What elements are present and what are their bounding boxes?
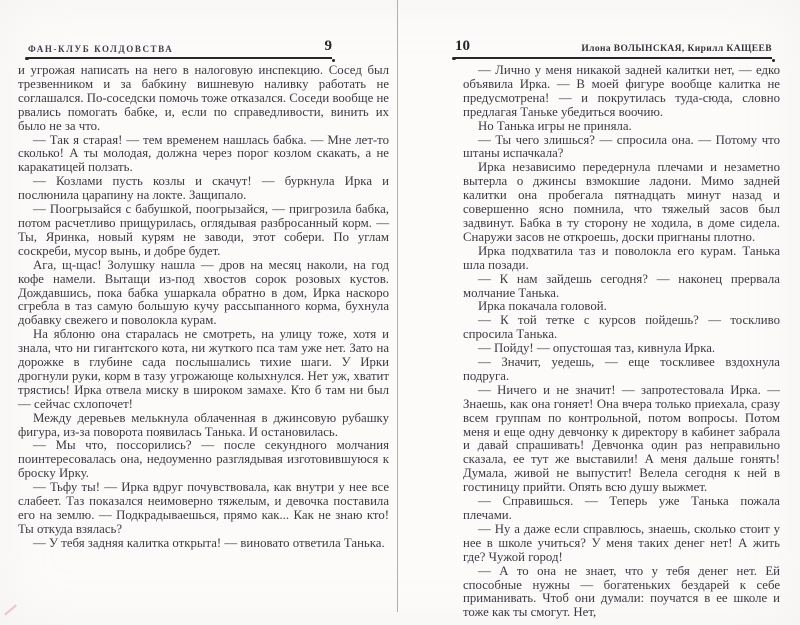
paragraph: Ага, щ-щас! Золушку нашла — дров на месяц наколи, на год кофе намели. Вытащи из-под хвостов сорок розовых кустов. Дождавшись, пока бабка ушаркала обратно в дом, Ирка наскоро сгребла в таз самую большую кучу рассыпанного корма, бухнула добавку свежего и поволокла курам. <box>18 257 389 328</box>
paragraph: — Значит, уедешь, — еще тоскливее вздохнула подруга. <box>463 355 780 383</box>
paragraph: Ирка независимо передернула плечами и незаметно вытерла о джинсы взмокшие ладони. Мимо задней калитки она пробегала пятнадцать минут назад и совершенно ясно помнила, что тяжелый засов был задвинут. Бабка в ту сторону не ходила, в доме сидела. Снаружи засов не откроешь, доски пригнаны плотно. <box>463 160 780 244</box>
header-rule-right <box>455 57 772 59</box>
page-header-right <box>455 38 772 63</box>
paragraph: — Поогрызайся с бабушкой, поогрызайся, — пригрозила бабка, потом расчетливо прищурилась, оглядывая разбросанный корм. — Ты, Яринка, новый курям не заводи, этот собери. По углам соскреби, мусор вынь, и добре будет. <box>18 202 389 258</box>
paragraph: — Ничего и не значит! — запротестовала Ирка. — Знаешь, как она гоняет! Она вчера только приехала, сразу всем группам по контрольной, потом вопросы. Потом меня и еще одну девчонку к директору в кабинет забрала и давай спрашивать! Девчонка один раз неправильно сказала, ее тут же выставили! А меня дальше гонять! Думала, живой не выпустит! Велела сегодня к ней в гостиницу прийти. Опять всю душу выжмет. <box>463 382 780 495</box>
paragraph: — Мы что, поссорились? — после секундного молчания поинтересовалась она, недоуменно разглядывая изготовившуюся к броску Ирку. <box>18 438 389 481</box>
paragraph: — Ну а даже если справлюсь, знаешь, сколько стоит у нее в школе учиться? У меня таких денег нет! А жить где? Чужой город! <box>463 521 780 564</box>
paragraph: — У тебя задняя калитка открыта! — виновато ответила Танька. <box>33 535 385 550</box>
page-header-left <box>28 38 332 63</box>
paragraph: — К той тетке с курсов пойдешь? — тоскливо спросила Танька. <box>463 313 780 342</box>
paragraph: — А то она не знает, что у тебя денег нет. Ей способные нужны — богатеньких бездарей к себе приманивать. Чтоб они думали: поучатся в ее школе и тоже как ты смогут. Нет, <box>463 563 780 620</box>
page-number-right: 10 <box>455 38 470 54</box>
running-title: ФАН-КЛУБ КОЛДОВСТВА <box>28 44 174 54</box>
paragraph: — Тьфу ты! — Ирка вдруг почувствовала, как внутри у нее все слабеет. Таз показался неимоверно тяжелым, и девочка поставила его на землю. — Подкрадываешься, прямо как... Как не знаю кто! Ты откуда взялась? <box>18 480 389 536</box>
paragraph: — Пойду! — опустошая таз, кивнула Ирка. <box>478 341 716 356</box>
paragraph: — Справишься. — Теперь уже Танька пожала плечами. <box>463 494 780 522</box>
paragraph: Ирка подхватила таз и поволокла его курам. Танька шла позади. <box>463 243 780 272</box>
page-body-right <box>463 64 780 620</box>
paragraph: — Лично у меня никакой задней калитки нет, — едко объявила Ирка. — В моей фигуре вообще калитка не предусмотрена! — и покрутилась туда-сюда, словно предлагая Таньке убедиться воочию. <box>463 63 780 119</box>
watermark-fragment <box>4 604 17 615</box>
page-number-left: 9 <box>324 38 332 54</box>
paragraph: — Козлами пусть козлы и скачут! — буркнула Ирка и послюнила царапину на локте. Защипало. <box>18 174 389 203</box>
paragraph: — К нам зайдешь сегодня? — наконец прервала молчание Танька. <box>463 271 780 300</box>
paragraph: — Так я старая! — тем временем нашлась бабка. — Мне лет-то сколько! А ты молодая, должна через порог козлом скакать, а не каракатицей ползать. <box>18 132 389 175</box>
header-rule-left <box>28 57 332 59</box>
paragraph: Ирка покачала головой. <box>478 299 607 314</box>
paragraph: — Ты чего злишься? — спросила она. — Потому что штаны испачкала? <box>463 132 780 161</box>
paragraph: Между деревьев мелькнула облаченная в джинсовую рубашку фигура, из-за поворота появилась Танька. И остановилась. <box>18 410 389 439</box>
paragraph: и угрожая написать на него в налоговую инспекцию. Сосед был трезвенником и за бабкину вишневую наливку работать не соглашался. По-соседски помочь тоже отказался. Соседи вообще не рвались помогать бабке, и, если по справедливости, винить их было не за что. <box>18 63 389 133</box>
paragraph: Но Танька игры не приняла. <box>478 118 632 133</box>
page-gutter-line <box>397 0 398 612</box>
page-body-left <box>18 64 389 551</box>
authors-running-head: Илона ВОЛЫНСКАЯ, Кирилл КАЩЕЕВ <box>581 44 772 54</box>
paragraph: На яблоню она старалась не смотреть, на улицу тоже, хотя и знала, что ни гигантского кота, ни жуткого пса там уже нет. Зато на дорожке в глубине сада послышались тихие шаги. У Ирки дрогнули руки, корм в тазу угрожающе колыхнулся. Нет уж, хватит трястись! Ирка отвела миску в широком замахе. Кто б там ни был — сейчас схлопочет! <box>18 327 389 411</box>
